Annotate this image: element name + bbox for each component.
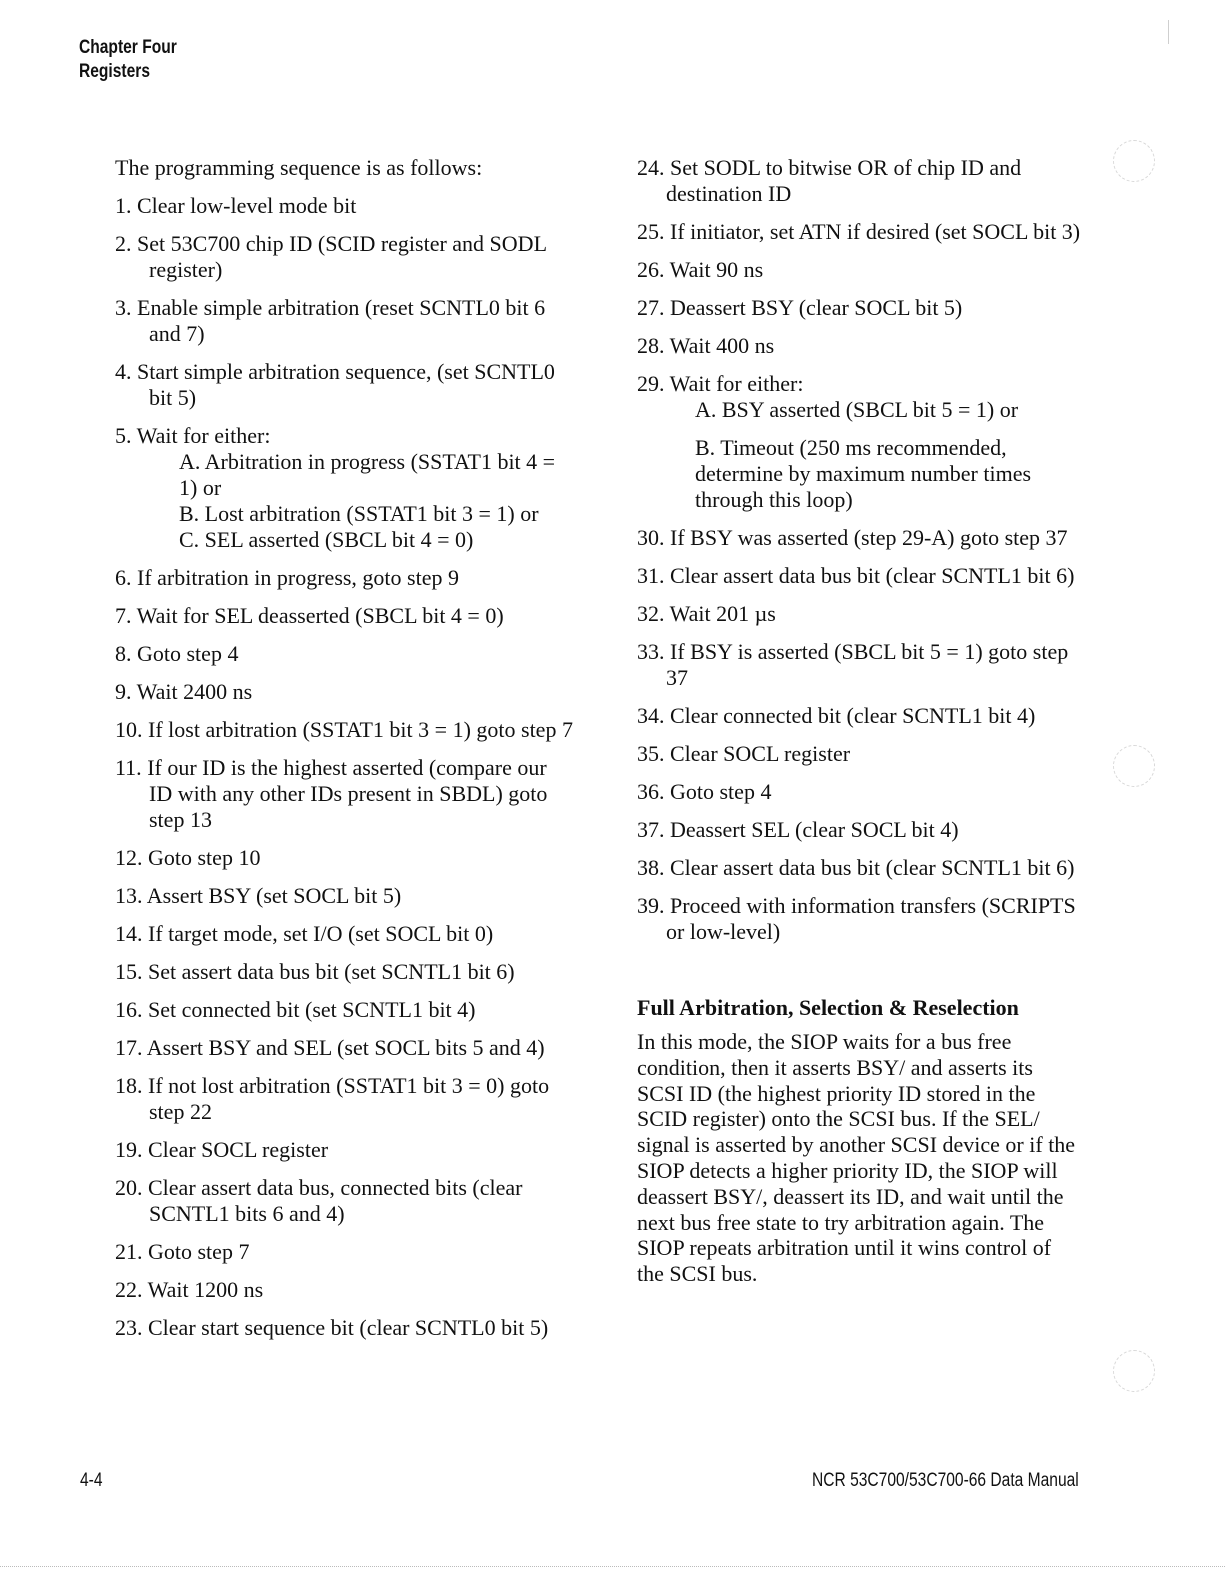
- section-body: In this mode, the SIOP waits for a bus free condition, then it asserts BSY/ and asserts its SCSI ID (the highest priority ID stored in the SCID register) onto the SCSI bus. If the SEL/ signal is asserted by another SCSI device or if the SIOP detects a higher priority ID, the SIOP will deassert BSY/, deassert its ID, and wait until the next bus free state to try arbitration again. The SIOP repeats arbitration until it wins control of the SCSI bus.: [637, 1029, 1076, 1287]
- step-text: If not lost arbitration (SSTAT1 bit 3 = 0) goto step 22: [148, 1073, 550, 1124]
- step-text: Clear low-level mode bit: [137, 193, 357, 218]
- step-item: [115, 717, 575, 743]
- step-text: Wait 201 µs: [669, 601, 776, 626]
- step-number: 7.: [115, 603, 132, 628]
- step-number: 11.: [115, 755, 142, 780]
- step-number: 12.: [115, 845, 143, 870]
- step-number: 31.: [637, 563, 665, 588]
- step-text: If initiator, set ATN if desired (set SOCL bit 3): [670, 219, 1081, 244]
- step-text: Goto step 10: [148, 845, 261, 870]
- step-item: [637, 257, 1087, 283]
- step-number: 37.: [637, 817, 665, 842]
- step-number: 21.: [115, 1239, 143, 1264]
- step-item: [115, 755, 575, 833]
- step-text: Clear SOCL register: [670, 741, 851, 766]
- step-item: [115, 883, 575, 909]
- step-text: Set SODL to bitwise OR of chip ID and destination ID: [666, 155, 1022, 206]
- step-number: 17.: [115, 1035, 143, 1060]
- step-item: [637, 563, 1087, 589]
- step-number: 18.: [115, 1073, 143, 1098]
- step-number: 14.: [115, 921, 143, 946]
- step-text: Set connected bit (set SCNTL1 bit 4): [148, 997, 476, 1022]
- step-item: [115, 231, 575, 283]
- step-number: 29.: [637, 371, 665, 396]
- step-number: 22.: [115, 1277, 143, 1302]
- step-number: 28.: [637, 333, 665, 358]
- step-number: 20.: [115, 1175, 143, 1200]
- step-item: [115, 1277, 575, 1303]
- step-item: [637, 703, 1087, 729]
- step-number: 35.: [637, 741, 665, 766]
- step-number: 27.: [637, 295, 665, 320]
- step-item: [115, 1315, 575, 1341]
- step-text: If our ID is the highest asserted (compare our ID with any other IDs present in SBDL) goto step 13: [147, 755, 548, 832]
- step-item: [115, 359, 575, 411]
- step-item: [637, 155, 1087, 207]
- step-sub-item: C. SEL asserted (SBCL bit 4 = 0): [179, 527, 474, 552]
- step-text: If target mode, set I/O (set SOCL bit 0): [148, 921, 494, 946]
- step-number: 2.: [115, 231, 132, 256]
- punch-hole-mark: [1113, 745, 1155, 787]
- step-text: If BSY is asserted (SBCL bit 5 = 1) goto step 37: [666, 639, 1069, 690]
- step-number: 24.: [637, 155, 665, 180]
- step-number: 32.: [637, 601, 665, 626]
- step-item: [115, 1035, 575, 1061]
- step-text: Deassert SEL (clear SOCL bit 4): [670, 817, 959, 842]
- step-item: [115, 679, 575, 705]
- step-item: [115, 1175, 575, 1227]
- step-number: 19.: [115, 1137, 143, 1162]
- step-number: 15.: [115, 959, 143, 984]
- step-number: 8.: [115, 641, 132, 666]
- step-text: Wait for either:: [136, 423, 271, 448]
- step-text: Wait for either:: [669, 371, 804, 396]
- step-item: [115, 921, 575, 947]
- step-text: Wait 2400 ns: [136, 679, 253, 704]
- step-number: 38.: [637, 855, 665, 880]
- step-text: Enable simple arbitration (reset SCNTL0 bit 6 and 7): [137, 295, 546, 346]
- step-text: Start simple arbitration sequence, (set SCNTL0 bit 5): [137, 359, 555, 410]
- step-item: [637, 639, 1087, 691]
- page-number: 4-4: [80, 1470, 103, 1491]
- left-column: [115, 155, 575, 1353]
- section-label: Registers: [79, 61, 151, 82]
- step-text: Clear connected bit (clear SCNTL1 bit 4): [670, 703, 1036, 728]
- step-item: [637, 219, 1087, 245]
- step-text: Assert BSY (set SOCL bit 5): [146, 883, 402, 908]
- step-sub-item: A. BSY asserted (SBCL bit 5 = 1) or: [695, 397, 1019, 422]
- step-number: 13.: [115, 883, 143, 908]
- step-number: 25.: [637, 219, 665, 244]
- right-column: [637, 155, 1087, 1287]
- step-text: Wait 400 ns: [669, 333, 775, 358]
- step-text: Assert BSY and SEL (set SOCL bits 5 and 4): [146, 1035, 545, 1060]
- intro-text: The programming sequence is as follows:: [115, 155, 483, 180]
- step-number: 16.: [115, 997, 143, 1022]
- step-text: If BSY was asserted (step 29-A) goto step 37: [670, 525, 1068, 550]
- step-item: [115, 959, 575, 985]
- step-number: 9.: [115, 679, 132, 704]
- step-item: [637, 893, 1087, 945]
- step-text: Set 53C700 chip ID (SCID register and SODL register): [137, 231, 547, 282]
- step-number: 1.: [115, 193, 132, 218]
- step-number: 33.: [637, 639, 665, 664]
- step-item: [115, 423, 575, 553]
- step-number: 6.: [115, 565, 132, 590]
- step-text: If lost arbitration (SSTAT1 bit 3 = 1) goto step 7: [148, 717, 573, 742]
- step-text: Goto step 7: [148, 1239, 250, 1264]
- step-item: [115, 295, 575, 347]
- step-item: [115, 1239, 575, 1265]
- step-text: If arbitration in progress, goto step 9: [137, 565, 459, 590]
- step-number: 39.: [637, 893, 665, 918]
- step-item: [637, 333, 1087, 359]
- step-sub-item: A. Arbitration in progress (SSTAT1 bit 4 = 1) or: [179, 449, 556, 500]
- step-text: Goto step 4: [670, 779, 772, 804]
- step-number: 5.: [115, 423, 132, 448]
- chapter-title: Chapter Four: [79, 37, 177, 58]
- step-number: 30.: [637, 525, 665, 550]
- step-text: Clear SOCL register: [148, 1137, 329, 1162]
- punch-hole-mark: [1113, 1350, 1155, 1392]
- step-number: 3.: [115, 295, 132, 320]
- step-item: [637, 855, 1087, 881]
- step-number: 23.: [115, 1315, 143, 1340]
- step-item: [637, 779, 1087, 805]
- step-text: Proceed with information transfers (SCRIPTS or low-level): [666, 893, 1076, 944]
- step-item: [115, 193, 575, 219]
- step-text: Clear assert data bus, connected bits (clear SCNTL1 bits 6 and 4): [148, 1175, 523, 1226]
- step-text: Wait 1200 ns: [147, 1277, 264, 1302]
- scan-bottom-edge: [0, 1566, 1225, 1569]
- step-text: Clear assert data bus bit (clear SCNTL1 bit 6): [670, 563, 1075, 588]
- step-item: [637, 741, 1087, 767]
- step-text: Goto step 4: [137, 641, 239, 666]
- step-item: [637, 371, 1087, 513]
- step-item: [115, 641, 575, 667]
- step-item: [637, 525, 1087, 551]
- step-item: [637, 817, 1087, 843]
- step-text: Deassert BSY (clear SOCL bit 5): [670, 295, 963, 320]
- right-step-list: [637, 155, 1087, 945]
- step-sub-item: B. Lost arbitration (SSTAT1 bit 3 = 1) or: [179, 501, 539, 526]
- step-item: [115, 1137, 575, 1163]
- step-text: Clear start sequence bit (clear SCNTL0 bit 5): [148, 1315, 549, 1340]
- step-number: 10.: [115, 717, 143, 742]
- step-text: Clear assert data bus bit (clear SCNTL1 bit 6): [670, 855, 1075, 880]
- step-item: [115, 845, 575, 871]
- punch-hole-mark: [1113, 140, 1155, 182]
- step-text: Wait 90 ns: [669, 257, 764, 282]
- step-text: Wait for SEL deasserted (SBCL bit 4 = 0): [136, 603, 504, 628]
- step-sub-item: B. Timeout (250 ms recommended, determine by maximum number times through this loop): [695, 435, 1032, 512]
- step-item: [115, 603, 575, 629]
- left-step-list: [115, 193, 575, 1341]
- step-item: [115, 997, 575, 1023]
- scan-edge-mark: [1168, 20, 1169, 44]
- step-number: 4.: [115, 359, 132, 384]
- step-item: [637, 601, 1087, 627]
- manual-title: NCR 53C700/53C700-66 Data Manual: [812, 1470, 1079, 1491]
- step-number: 36.: [637, 779, 665, 804]
- step-item: [115, 565, 575, 591]
- step-text: Set assert data bus bit (set SCNTL1 bit 6): [148, 959, 515, 984]
- section-heading: Full Arbitration, Selection & Reselection: [637, 995, 1019, 1020]
- step-number: 34.: [637, 703, 665, 728]
- chapter-header: [79, 36, 177, 84]
- step-item: [637, 295, 1087, 321]
- step-number: 26.: [637, 257, 665, 282]
- step-item: [115, 1073, 575, 1125]
